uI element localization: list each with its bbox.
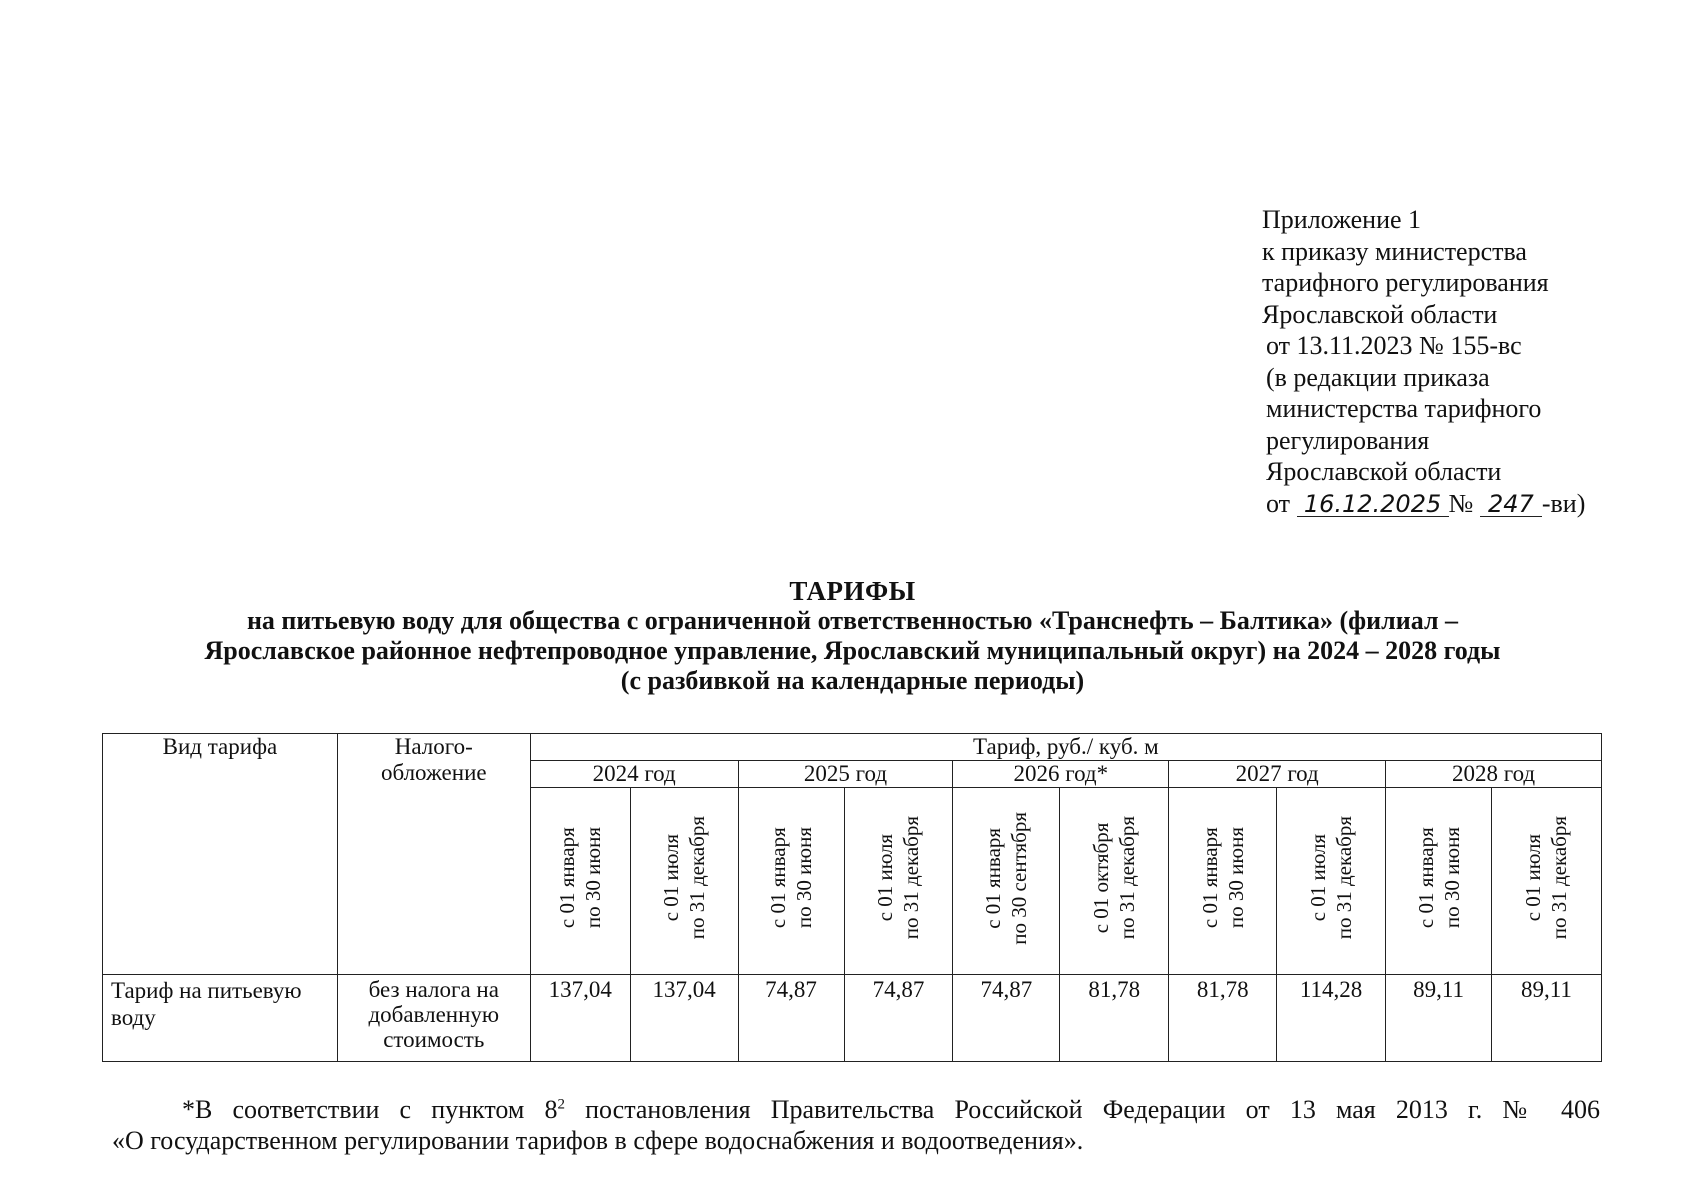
- cell-value: 137,04: [530, 975, 630, 1062]
- appendix-line: тарифного регулирования: [1262, 268, 1549, 297]
- header-taxation-line: обложение: [380, 760, 487, 785]
- title-main: ТАРИФЫ: [789, 576, 916, 606]
- header-tariff: Тариф, руб./ куб. м: [530, 734, 1601, 761]
- header-period: [530, 788, 630, 975]
- period-to: по 31 декабря: [685, 816, 710, 940]
- header-period: [1277, 788, 1386, 975]
- appendix-line: к приказу министерства: [1262, 236, 1527, 266]
- cell-value: 74,87: [953, 975, 1060, 1062]
- header-tariff-type: Вид тарифа: [103, 734, 338, 975]
- handwritten-number: 247: [1480, 492, 1542, 517]
- footnote-superscript: 2: [557, 1096, 565, 1113]
- cell-text: без налога на: [368, 977, 499, 1002]
- period-from: с 01 октября: [1089, 822, 1114, 934]
- cell-value: 81,78: [1169, 975, 1277, 1062]
- appendix-amendment-line: [1262, 488, 1585, 520]
- amendment-prefix: от: [1266, 488, 1291, 518]
- period-from: с 01 января: [555, 827, 580, 929]
- period-to: по 31 декабря: [1332, 816, 1357, 940]
- cell-value: 74,87: [844, 975, 953, 1062]
- period-from: с 01 января: [981, 827, 1006, 929]
- number-sign: №: [1448, 488, 1474, 518]
- footnote-line: [112, 1094, 1600, 1125]
- period-to: по 31 декабря: [1547, 816, 1572, 940]
- footnote: [112, 1094, 1600, 1156]
- header-period: [1060, 788, 1169, 975]
- amendment-suffix: -ви): [1541, 488, 1586, 518]
- cell-tariff-type: [103, 975, 338, 1062]
- header-taxation-line: Налого-: [394, 734, 473, 759]
- period-to: по 30 июня: [1223, 827, 1248, 929]
- table-row: [103, 975, 1602, 1062]
- header-year: 2028 год: [1386, 761, 1602, 788]
- tariff-table: [102, 733, 1602, 1062]
- title-line: Ярославское районное нефтепроводное управление, Ярославский муниципальный округ) на 2024 – 2028 годы: [204, 636, 1501, 665]
- footnote-line: «О государственном регулировании тарифов в сфере водоснабжения и водоотведения».: [112, 1126, 1084, 1155]
- period-from: с 01 июля: [873, 834, 898, 922]
- cell-text: воду: [111, 1005, 156, 1030]
- period-to: по 30 июня: [792, 827, 817, 929]
- header-period: [1491, 788, 1601, 975]
- cell-value: 137,04: [630, 975, 738, 1062]
- cell-text: стоимость: [383, 1027, 485, 1052]
- title-line: (с разбивкой на календарные периоды): [620, 666, 1085, 695]
- title-line: на питьевую воду для общества с ограниченной ответственностью «Транснефть – Балтика» (филиал –: [246, 606, 1459, 635]
- header-year: 2025 год: [738, 761, 953, 788]
- header-taxation: [337, 734, 530, 975]
- period-to: по 31 декабря: [1115, 816, 1140, 940]
- header-period: [1169, 788, 1277, 975]
- header-period: [738, 788, 844, 975]
- period-from: с 01 января: [766, 827, 791, 929]
- cell-value: 89,11: [1491, 975, 1601, 1062]
- period-from: с 01 июля: [1306, 834, 1331, 922]
- footnote-text: постановления Правительства Российской Федерации от 13 мая 2013 г. № 406: [564, 1095, 1600, 1124]
- cell-value: 89,11: [1386, 975, 1492, 1062]
- period-to: по 30 июня: [1439, 827, 1464, 929]
- header-year: 2027 год: [1169, 761, 1386, 788]
- cell-text: Тариф на питьевую: [111, 978, 302, 1003]
- cell-value: 74,87: [738, 975, 844, 1062]
- footnote-text: *В соответствии с пунктом 8: [182, 1095, 558, 1124]
- appendix-line: Ярославской области: [1262, 299, 1498, 329]
- header-period: [953, 788, 1060, 975]
- appendix-line: от 13.11.2023 № 155-вс: [1266, 331, 1522, 360]
- header-period: [1386, 788, 1492, 975]
- cell-value: 114,28: [1277, 975, 1386, 1062]
- period-from: с 01 января: [1197, 827, 1222, 929]
- period-from: с 01 июля: [1521, 834, 1546, 922]
- period-from: с 01 января: [1413, 827, 1438, 929]
- appendix-line: Ярославской области: [1266, 457, 1502, 486]
- cell-value: 81,78: [1060, 975, 1169, 1062]
- appendix-line: министерства тарифного: [1266, 394, 1542, 423]
- appendix-line: (в редакции приказа: [1266, 362, 1490, 392]
- period-to: по 30 сентября: [1007, 811, 1032, 945]
- appendix-line: регулирования: [1266, 425, 1430, 455]
- handwritten-date: 16.12.2025: [1297, 492, 1449, 517]
- period-from: с 01 июля: [659, 834, 684, 922]
- cell-text: добавленную: [368, 1002, 500, 1027]
- header-year: 2026 год*: [953, 761, 1169, 788]
- document-title: [100, 576, 1605, 696]
- appendix-header: [1262, 204, 1585, 519]
- period-to: по 31 декабря: [899, 816, 924, 940]
- header-year: 2024 год: [530, 761, 738, 788]
- header-period: [844, 788, 953, 975]
- appendix-line: Приложение 1: [1262, 205, 1422, 234]
- period-to: по 30 июня: [581, 827, 606, 929]
- cell-taxation: [337, 975, 530, 1062]
- header-period: [630, 788, 738, 975]
